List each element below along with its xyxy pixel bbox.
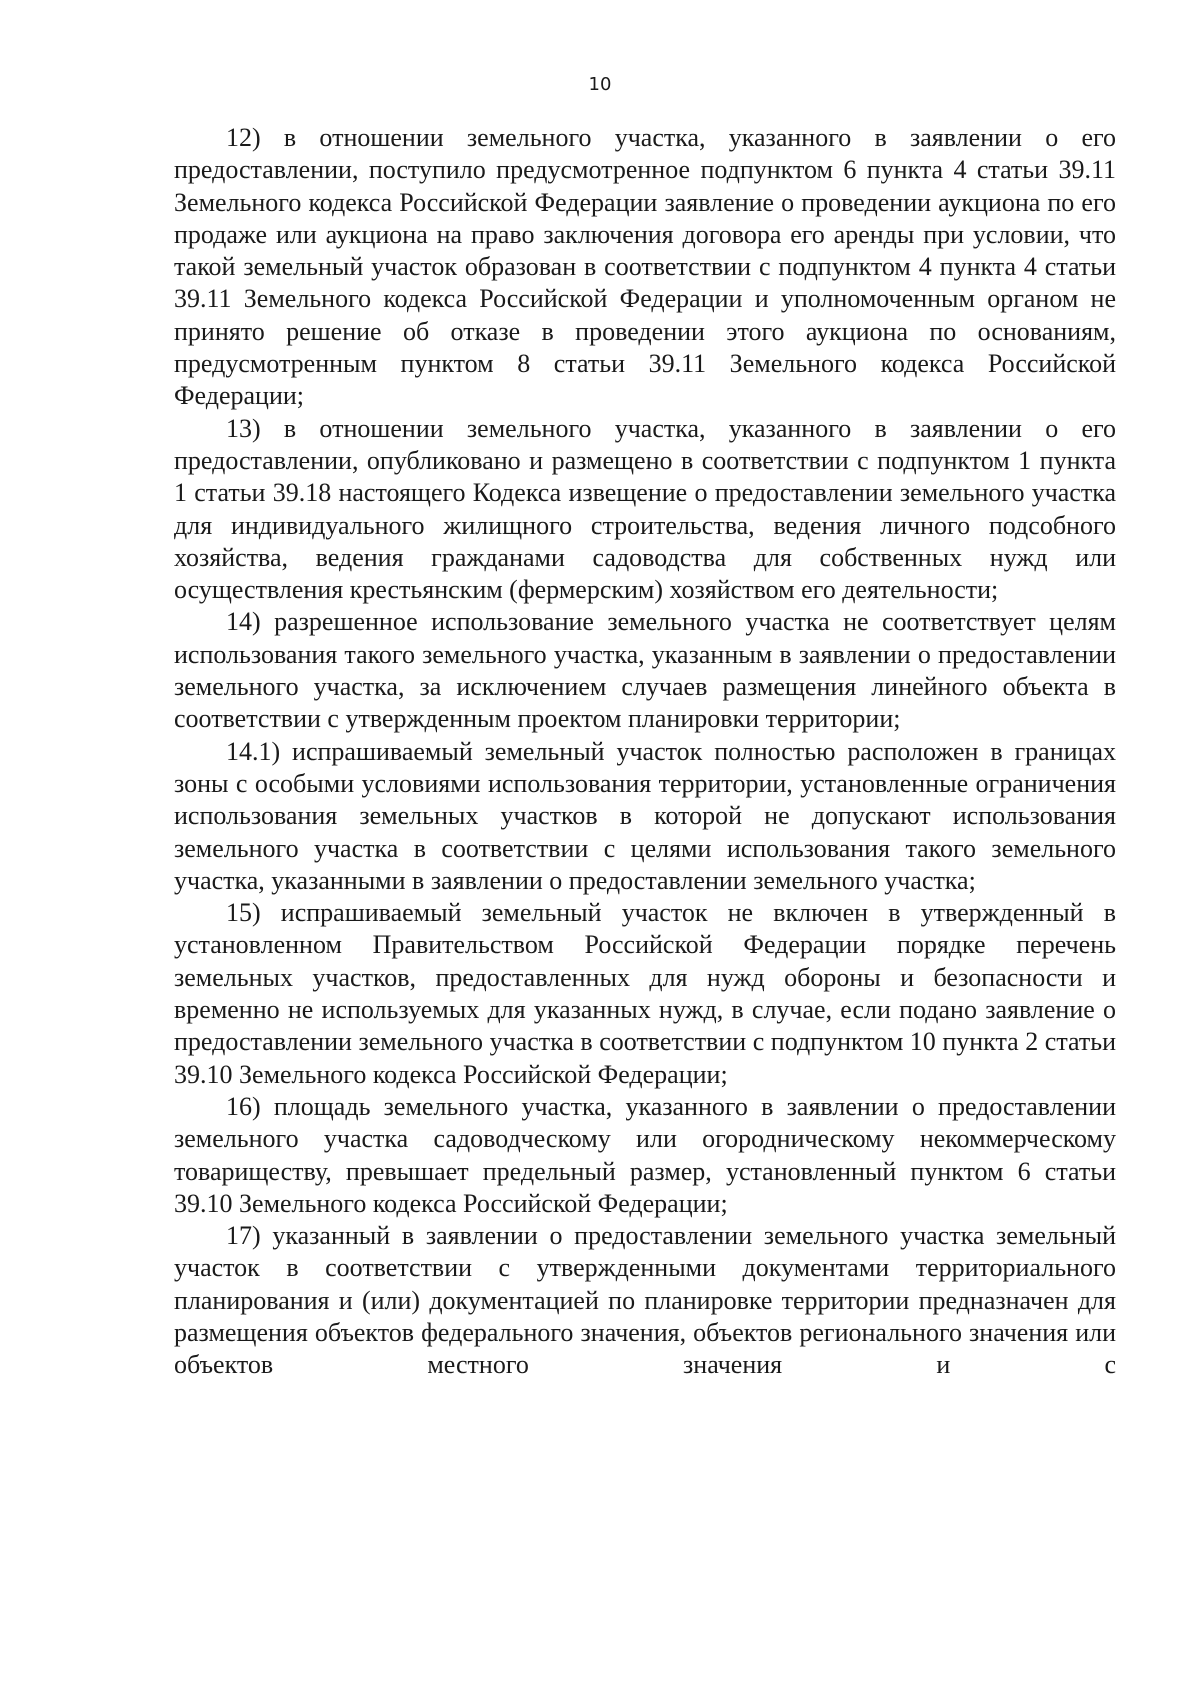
paragraph-item-17: 17) указанный в заявлении о предоставлении земельного участка земельный участок в соответствии с утвержденными документами территориального планирования и (или) документацией по планировке территории предназначен для размещения объектов федерального значения, объектов регионального значения или объектов местного значения и с (174, 1221, 1116, 1380)
paragraph-item-13: 13) в отношении земельного участка, указанного в заявлении о его предоставлении, опубликовано и размещено в соответствии с подпунктом 1 пункта 1 статьи 39.18 настоящего Кодекса извещение о предоставлении земельного участка для индивидуального жилищного строительства, ведения личного подсобного хозяйства, ведения гражданами садоводства для собственных нужд или осуществления крестьянским (фермерским) хозяйством его деятельности; (174, 413, 1116, 605)
paragraph-item-16: 16) площадь земельного участка, указанного в заявлении о предоставлении земельного участка садоводческому или огородническому некоммерческому товариществу, превышает предельный размер, установленный пунктом 6 статьи 39.10 Земельного кодекса Российской Федерации; (174, 1091, 1116, 1218)
page-number: 10 (588, 74, 612, 95)
paragraph-item-15: 15) испрашиваемый земельный участок не включен в утвержденный в установленном Правительством Российской Федерации порядке перечень земельных участков, предоставленных для нужд обороны и безопасности и временно не используемых для указанных нужд, в случае, если подано заявление о предоставлении земельного участка в соответствии с подпунктом 10 пункта 2 статьи 39.10 Земельного кодекса Российской Федерации; (174, 898, 1116, 1089)
paragraph-item-12: 12) в отношении земельного участка, указанного в заявлении о его предоставлении, поступило предусмотренное подпунктом 6 пункта 4 статьи 39.11 Земельного кодекса Российской Федерации заявление о проведении аукциона по его продаже или аукциона на право заключения договора его аренды при условии, что такой земельный участок образован в соответствии с подпунктом 4 пункта 4 статьи 39.11 Земельного кодекса Российской Федерации и уполномоченным органом не принято решение об отказе в проведении этого аукциона по основаниям, предусмотренным пунктом 8 статьи 39.11 Земельного кодекса Российской Федерации; (174, 123, 1116, 411)
paragraph-item-14-1: 14.1) испрашиваемый земельный участок полностью расположен в границах зоны с особыми условиями использования территории, установленные ограничения использования земельных участков в которой не допускают использования земельного участка в соответствии с целями использования такого земельного участка, указанными в заявлении о предоставлении земельного участка; (174, 736, 1116, 895)
paragraph-item-14: 14) разрешенное использование земельного участка не соответствует целям использования такого земельного участка, указанным в заявлении о предоставлении земельного участка, за исключением случаев размещения линейного объекта в соответствии с утвержденным проектом планировки территории; (174, 607, 1116, 734)
document-body (174, 122, 1116, 1382)
